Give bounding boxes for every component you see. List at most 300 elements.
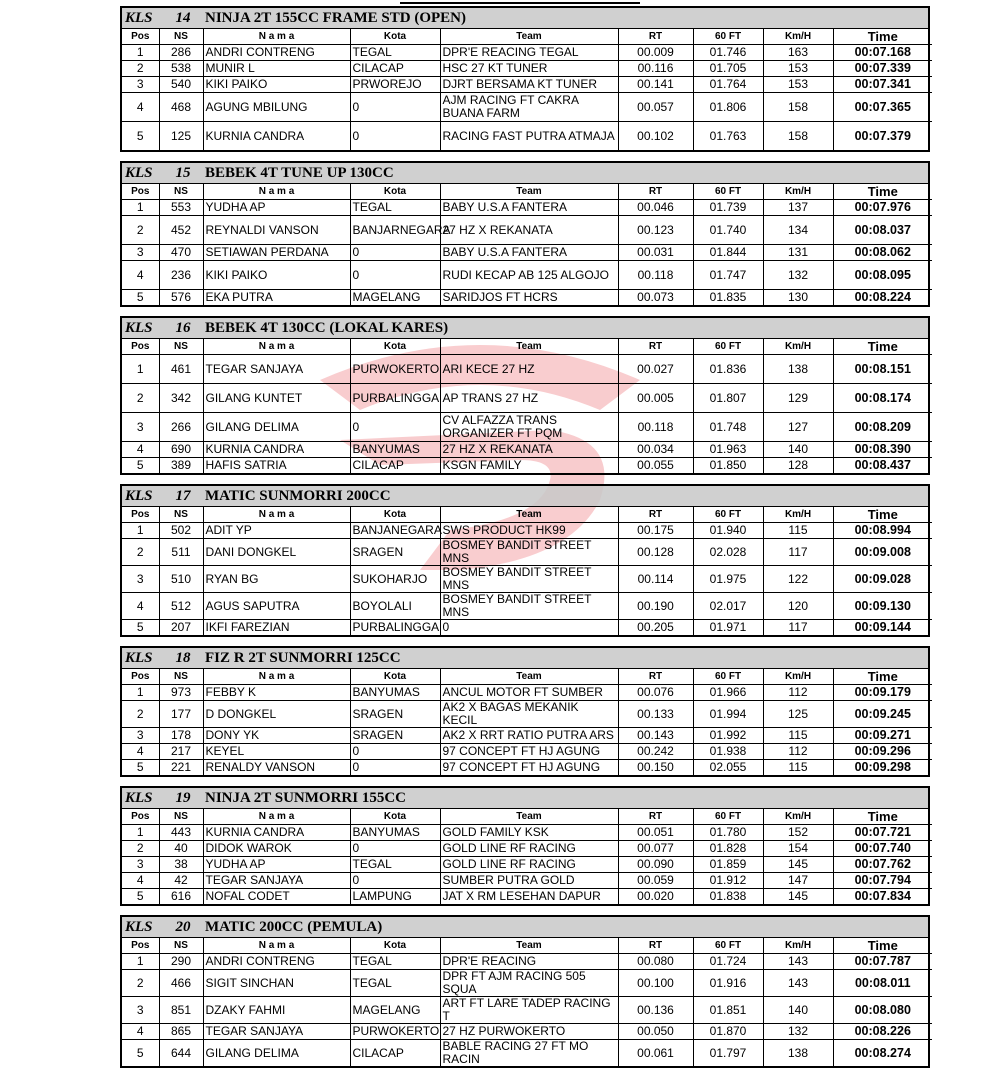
- table-row: [122, 1024, 932, 1040]
- table-row: [122, 744, 932, 760]
- table-cell: 132: [763, 1024, 833, 1040]
- table-cell: GOLD LINE RF RACING: [440, 857, 618, 873]
- table-row: [122, 620, 932, 636]
- table-cell: 00.059: [618, 873, 693, 889]
- table-cell: 00.128: [618, 539, 693, 566]
- table-cell: SARIDJOS FT HCRS: [440, 290, 618, 306]
- table-cell: 00.009: [618, 45, 693, 61]
- table-row: [122, 685, 932, 701]
- table-cell: 461: [159, 355, 203, 384]
- table-cell: 177: [159, 701, 203, 728]
- class-name: NINJA 2T SUNMORRI 155CC: [205, 789, 406, 806]
- table-cell: 01.940: [693, 523, 763, 539]
- table-cell: 2: [122, 216, 159, 245]
- table-cell: 4: [122, 93, 159, 122]
- table-cell: 01.705: [693, 61, 763, 77]
- table-row: [122, 413, 932, 442]
- table-cell: MAGELANG: [350, 290, 440, 306]
- table-cell: 1: [122, 523, 159, 539]
- table-row: [122, 216, 932, 245]
- results-table: [122, 809, 932, 904]
- column-header: Time: [833, 339, 932, 355]
- column-header: Pos: [122, 669, 159, 685]
- table-cell: SRAGEN: [350, 539, 440, 566]
- table-cell: 01.971: [693, 620, 763, 636]
- table-cell: BOSMEY BANDIT STREET MNS: [440, 593, 618, 620]
- table-cell: 00.118: [618, 413, 693, 442]
- table-cell: 01.851: [693, 997, 763, 1024]
- table-cell: BABY U.S.A FANTERA: [440, 245, 618, 261]
- column-header: Pos: [122, 507, 159, 523]
- table-cell: 00:08.080: [833, 997, 932, 1024]
- table-cell: PURBALINGGA: [350, 620, 440, 636]
- class-block-17: [120, 484, 930, 637]
- table-cell: 5: [122, 620, 159, 636]
- column-header: Kota: [350, 669, 440, 685]
- class-name: MATIC 200CC (PEMULA): [205, 918, 383, 935]
- table-cell: 973: [159, 685, 203, 701]
- column-header: NS: [159, 938, 203, 954]
- table-cell: 01.828: [693, 841, 763, 857]
- column-header: Pos: [122, 184, 159, 200]
- table-cell: BANYUMAS: [350, 825, 440, 841]
- class-number: 17: [175, 487, 191, 504]
- table-cell: 158: [763, 93, 833, 122]
- table-cell: 2: [122, 841, 159, 857]
- table-cell: 01.963: [693, 442, 763, 458]
- table-cell: 00:08.224: [833, 290, 932, 306]
- table-cell: KURNIA CANDRA: [203, 825, 350, 841]
- table-cell: RUDI KECAP AB 125 ALGOJO: [440, 261, 618, 290]
- table-cell: IKFI FAREZIAN: [203, 620, 350, 636]
- column-header: Km/H: [763, 938, 833, 954]
- table-row: [122, 261, 932, 290]
- table-cell: 00.190: [618, 593, 693, 620]
- class-number: 20: [175, 918, 191, 935]
- table-cell: 01.797: [693, 1040, 763, 1067]
- table-cell: 0: [350, 245, 440, 261]
- table-cell: SRAGEN: [350, 728, 440, 744]
- column-header: Team: [440, 339, 618, 355]
- table-cell: 115: [763, 728, 833, 744]
- table-cell: 443: [159, 825, 203, 841]
- table-cell: 00:08.062: [833, 245, 932, 261]
- table-cell: 5: [122, 760, 159, 776]
- table-cell: 131: [763, 245, 833, 261]
- table-cell: 138: [763, 1040, 833, 1067]
- table-cell: JAT X RM LESEHAN DAPUR: [440, 889, 618, 905]
- table-cell: 512: [159, 593, 203, 620]
- table-cell: 342: [159, 384, 203, 413]
- table-cell: DPR'E REACING TEGAL: [440, 45, 618, 61]
- column-header: NS: [159, 507, 203, 523]
- table-cell: 00:07.740: [833, 841, 932, 857]
- table-cell: 115: [763, 523, 833, 539]
- column-header: RT: [618, 938, 693, 954]
- table-cell: 00:07.794: [833, 873, 932, 889]
- class-header: [122, 163, 928, 184]
- table-cell: 00.242: [618, 744, 693, 760]
- class-name: BEBEK 4T 130CC (LOKAL KARES): [205, 319, 449, 336]
- column-header: Team: [440, 809, 618, 825]
- table-cell: 01.746: [693, 45, 763, 61]
- table-cell: 1: [122, 45, 159, 61]
- column-header: Km/H: [763, 29, 833, 45]
- column-header: Km/H: [763, 809, 833, 825]
- table-cell: 125: [763, 701, 833, 728]
- table-cell: 01.850: [693, 458, 763, 474]
- table-cell: SRAGEN: [350, 701, 440, 728]
- table-cell: GOLD FAMILY KSK: [440, 825, 618, 841]
- table-cell: 138: [763, 355, 833, 384]
- table-cell: 5: [122, 1040, 159, 1067]
- table-cell: 865: [159, 1024, 203, 1040]
- column-header: Time: [833, 184, 932, 200]
- class-header: [122, 8, 928, 29]
- table-cell: 117: [763, 539, 833, 566]
- table-cell: 3: [122, 997, 159, 1024]
- table-cell: HSC 27 KT TUNER: [440, 61, 618, 77]
- table-cell: 00:07.365: [833, 93, 932, 122]
- table-cell: ADIT YP: [203, 523, 350, 539]
- table-cell: BOSMEY BANDIT STREET MNS: [440, 539, 618, 566]
- table-cell: 152: [763, 825, 833, 841]
- table-cell: 00.080: [618, 954, 693, 970]
- table-row: [122, 200, 932, 216]
- table-cell: ANCUL MOTOR FT SUMBER: [440, 685, 618, 701]
- table-cell: 115: [763, 760, 833, 776]
- column-header: Pos: [122, 809, 159, 825]
- table-cell: 00:09.271: [833, 728, 932, 744]
- table-cell: 134: [763, 216, 833, 245]
- class-name: BEBEK 4T TUNE UP 130CC: [205, 164, 394, 181]
- table-row: [122, 1040, 932, 1067]
- table-cell: 120: [763, 593, 833, 620]
- table-cell: 4: [122, 593, 159, 620]
- table-cell: 00.076: [618, 685, 693, 701]
- table-cell: MAGELANG: [350, 997, 440, 1024]
- column-header: 60 FT: [693, 184, 763, 200]
- table-cell: 0: [350, 122, 440, 151]
- table-row: [122, 442, 932, 458]
- kls-label: KLS: [125, 164, 153, 181]
- column-header: RT: [618, 669, 693, 685]
- table-cell: 112: [763, 685, 833, 701]
- table-header-row: [122, 339, 932, 355]
- column-header: 60 FT: [693, 29, 763, 45]
- table-cell: 00:09.144: [833, 620, 932, 636]
- table-cell: 4: [122, 873, 159, 889]
- table-cell: 00:09.245: [833, 701, 932, 728]
- column-header: 60 FT: [693, 339, 763, 355]
- table-row: [122, 45, 932, 61]
- table-cell: 5: [122, 122, 159, 151]
- table-cell: 5: [122, 889, 159, 905]
- column-header: N a m a: [203, 507, 350, 523]
- table-cell: 00:08.095: [833, 261, 932, 290]
- table-cell: 5: [122, 290, 159, 306]
- table-cell: 4: [122, 261, 159, 290]
- table-cell: 00:07.834: [833, 889, 932, 905]
- table-cell: 132: [763, 261, 833, 290]
- table-cell: 616: [159, 889, 203, 905]
- table-row: [122, 93, 932, 122]
- table-cell: 207: [159, 620, 203, 636]
- table-cell: 00:08.274: [833, 1040, 932, 1067]
- kls-label: KLS: [125, 918, 153, 935]
- class-number: 18: [175, 649, 191, 666]
- table-cell: 538: [159, 61, 203, 77]
- table-row: [122, 539, 932, 566]
- class-block-20: [120, 915, 930, 1068]
- table-cell: 01.844: [693, 245, 763, 261]
- table-cell: KIKI PAIKO: [203, 77, 350, 93]
- table-cell: DANI DONGKEL: [203, 539, 350, 566]
- table-row: [122, 701, 932, 728]
- table-cell: 00.046: [618, 200, 693, 216]
- table-cell: CILACAP: [350, 61, 440, 77]
- column-header: Team: [440, 938, 618, 954]
- table-cell: 140: [763, 442, 833, 458]
- table-cell: 217: [159, 744, 203, 760]
- table-row: [122, 970, 932, 997]
- table-cell: KSGN FAMILY: [440, 458, 618, 474]
- table-cell: 00.136: [618, 997, 693, 1024]
- class-block-19: [120, 786, 930, 906]
- table-cell: 466: [159, 970, 203, 997]
- table-cell: DONY YK: [203, 728, 350, 744]
- table-cell: PURWOKERTO: [350, 1024, 440, 1040]
- table-cell: AGUNG MBILUNG: [203, 93, 350, 122]
- table-cell: 2: [122, 384, 159, 413]
- results-table: [122, 29, 932, 150]
- table-cell: 01.938: [693, 744, 763, 760]
- table-cell: BABY U.S.A FANTERA: [440, 200, 618, 216]
- table-cell: 1: [122, 355, 159, 384]
- table-cell: 163: [763, 45, 833, 61]
- table-cell: 2: [122, 61, 159, 77]
- table-cell: 0: [350, 413, 440, 442]
- table-row: [122, 384, 932, 413]
- table-cell: MUNIR L: [203, 61, 350, 77]
- class-block-18: [120, 646, 930, 777]
- table-cell: SUKOHARJO: [350, 566, 440, 593]
- table-cell: 128: [763, 458, 833, 474]
- table-cell: 01.870: [693, 1024, 763, 1040]
- kls-label: KLS: [125, 319, 153, 336]
- kls-label: KLS: [125, 789, 153, 806]
- table-row: [122, 873, 932, 889]
- table-cell: TEGAL: [350, 954, 440, 970]
- table-cell: 576: [159, 290, 203, 306]
- table-row: [122, 889, 932, 905]
- table-cell: 00.116: [618, 61, 693, 77]
- column-header: Time: [833, 507, 932, 523]
- table-cell: BANJARNEGARA: [350, 216, 440, 245]
- column-header: NS: [159, 809, 203, 825]
- table-cell: 00.077: [618, 841, 693, 857]
- table-cell: HAFIS SATRIA: [203, 458, 350, 474]
- table-cell: 147: [763, 873, 833, 889]
- table-cell: 01.724: [693, 954, 763, 970]
- table-cell: 129: [763, 384, 833, 413]
- table-cell: 0: [350, 760, 440, 776]
- table-cell: 553: [159, 200, 203, 216]
- table-cell: 468: [159, 93, 203, 122]
- table-cell: 00:07.168: [833, 45, 932, 61]
- table-cell: 452: [159, 216, 203, 245]
- table-cell: 127: [763, 413, 833, 442]
- table-cell: 00.133: [618, 701, 693, 728]
- table-cell: KURNIA CANDRA: [203, 442, 350, 458]
- table-cell: TEGAR SANJAYA: [203, 1024, 350, 1040]
- table-header-row: [122, 184, 932, 200]
- table-cell: 511: [159, 539, 203, 566]
- column-header: Kota: [350, 507, 440, 523]
- table-cell: 389: [159, 458, 203, 474]
- table-cell: 137: [763, 200, 833, 216]
- table-row: [122, 728, 932, 744]
- table-cell: 4: [122, 442, 159, 458]
- table-cell: 510: [159, 566, 203, 593]
- table-cell: 97 CONCEPT FT HJ AGUNG: [440, 760, 618, 776]
- table-cell: 27 HZ X REKANATA: [440, 216, 618, 245]
- table-cell: 01.966: [693, 685, 763, 701]
- table-cell: 1: [122, 825, 159, 841]
- table-row: [122, 122, 932, 151]
- table-cell: ANDRI CONTRENG: [203, 45, 350, 61]
- column-header: N a m a: [203, 339, 350, 355]
- table-cell: 3: [122, 245, 159, 261]
- class-header: [122, 788, 928, 809]
- column-header: 60 FT: [693, 507, 763, 523]
- table-cell: 00.027: [618, 355, 693, 384]
- table-cell: 4: [122, 1024, 159, 1040]
- table-cell: SWS PRODUCT HK99: [440, 523, 618, 539]
- table-cell: 00.073: [618, 290, 693, 306]
- table-cell: 00:08.209: [833, 413, 932, 442]
- table-cell: 00.123: [618, 216, 693, 245]
- class-header: [122, 318, 928, 339]
- table-cell: 1: [122, 685, 159, 701]
- table-cell: RACING FAST PUTRA ATMAJA: [440, 122, 618, 151]
- class-header: [122, 648, 928, 669]
- table-cell: 00.090: [618, 857, 693, 873]
- table-cell: 0: [350, 261, 440, 290]
- table-cell: DPR'E REACING: [440, 954, 618, 970]
- column-header: RT: [618, 29, 693, 45]
- column-header: N a m a: [203, 938, 350, 954]
- table-cell: DZAKY FAHMI: [203, 997, 350, 1024]
- table-header-row: [122, 809, 932, 825]
- column-header: RT: [618, 339, 693, 355]
- table-cell: 01.994: [693, 701, 763, 728]
- class-number: 16: [175, 319, 191, 336]
- table-cell: LAMPUNG: [350, 889, 440, 905]
- results-table: [122, 339, 932, 473]
- table-row: [122, 825, 932, 841]
- table-cell: 00.150: [618, 760, 693, 776]
- table-cell: 00:08.994: [833, 523, 932, 539]
- column-header: Time: [833, 29, 932, 45]
- table-cell: 143: [763, 954, 833, 970]
- column-header: 60 FT: [693, 669, 763, 685]
- table-cell: 00:09.130: [833, 593, 932, 620]
- table-cell: GILANG DELIMA: [203, 413, 350, 442]
- column-header: Km/H: [763, 184, 833, 200]
- results-sheet: [120, 2, 930, 1068]
- table-cell: AK2 X RRT RATIO PUTRA ARS: [440, 728, 618, 744]
- table-cell: 851: [159, 997, 203, 1024]
- table-cell: 112: [763, 744, 833, 760]
- table-cell: 02.055: [693, 760, 763, 776]
- table-cell: 143: [763, 970, 833, 997]
- table-cell: 01.916: [693, 970, 763, 997]
- table-cell: 117: [763, 620, 833, 636]
- table-cell: 140: [763, 997, 833, 1024]
- table-cell: BANYUMAS: [350, 442, 440, 458]
- table-cell: BOYOLALI: [350, 593, 440, 620]
- table-cell: 00.031: [618, 245, 693, 261]
- class-name: MATIC SUNMORRI 200CC: [205, 487, 391, 504]
- table-row: [122, 290, 932, 306]
- table-cell: 4: [122, 744, 159, 760]
- table-cell: GOLD LINE RF RACING: [440, 841, 618, 857]
- kls-label: KLS: [125, 487, 153, 504]
- column-header: NS: [159, 29, 203, 45]
- table-cell: 00.005: [618, 384, 693, 413]
- column-header: 60 FT: [693, 809, 763, 825]
- table-cell: 00:09.298: [833, 760, 932, 776]
- kls-label: KLS: [125, 9, 153, 26]
- table-cell: 0: [350, 93, 440, 122]
- table-cell: GILANG KUNTET: [203, 384, 350, 413]
- table-cell: 00:09.028: [833, 566, 932, 593]
- table-cell: 40: [159, 841, 203, 857]
- table-cell: 01.780: [693, 825, 763, 841]
- table-cell: 00:08.437: [833, 458, 932, 474]
- column-header: N a m a: [203, 29, 350, 45]
- column-header: N a m a: [203, 669, 350, 685]
- column-header: Team: [440, 507, 618, 523]
- column-header: 60 FT: [693, 938, 763, 954]
- table-cell: TEGAR SANJAYA: [203, 873, 350, 889]
- table-cell: 145: [763, 889, 833, 905]
- table-cell: 00.118: [618, 261, 693, 290]
- table-cell: 154: [763, 841, 833, 857]
- table-cell: 00.175: [618, 523, 693, 539]
- table-row: [122, 566, 932, 593]
- table-cell: NOFAL CODET: [203, 889, 350, 905]
- class-list: [120, 6, 930, 1068]
- table-cell: 266: [159, 413, 203, 442]
- table-cell: 3: [122, 857, 159, 873]
- column-header: Kota: [350, 339, 440, 355]
- column-header: Km/H: [763, 507, 833, 523]
- column-header: N a m a: [203, 809, 350, 825]
- column-header: RT: [618, 507, 693, 523]
- table-cell: 221: [159, 760, 203, 776]
- table-cell: AJM RACING FT CAKRA BUANA FARM: [440, 93, 618, 122]
- class-header: [122, 486, 928, 507]
- table-cell: 00:09.008: [833, 539, 932, 566]
- table-cell: 2: [122, 539, 159, 566]
- table-cell: 00.051: [618, 825, 693, 841]
- table-cell: 00:07.787: [833, 954, 932, 970]
- table-cell: BANYUMAS: [350, 685, 440, 701]
- table-cell: 3: [122, 413, 159, 442]
- table-cell: 00.205: [618, 620, 693, 636]
